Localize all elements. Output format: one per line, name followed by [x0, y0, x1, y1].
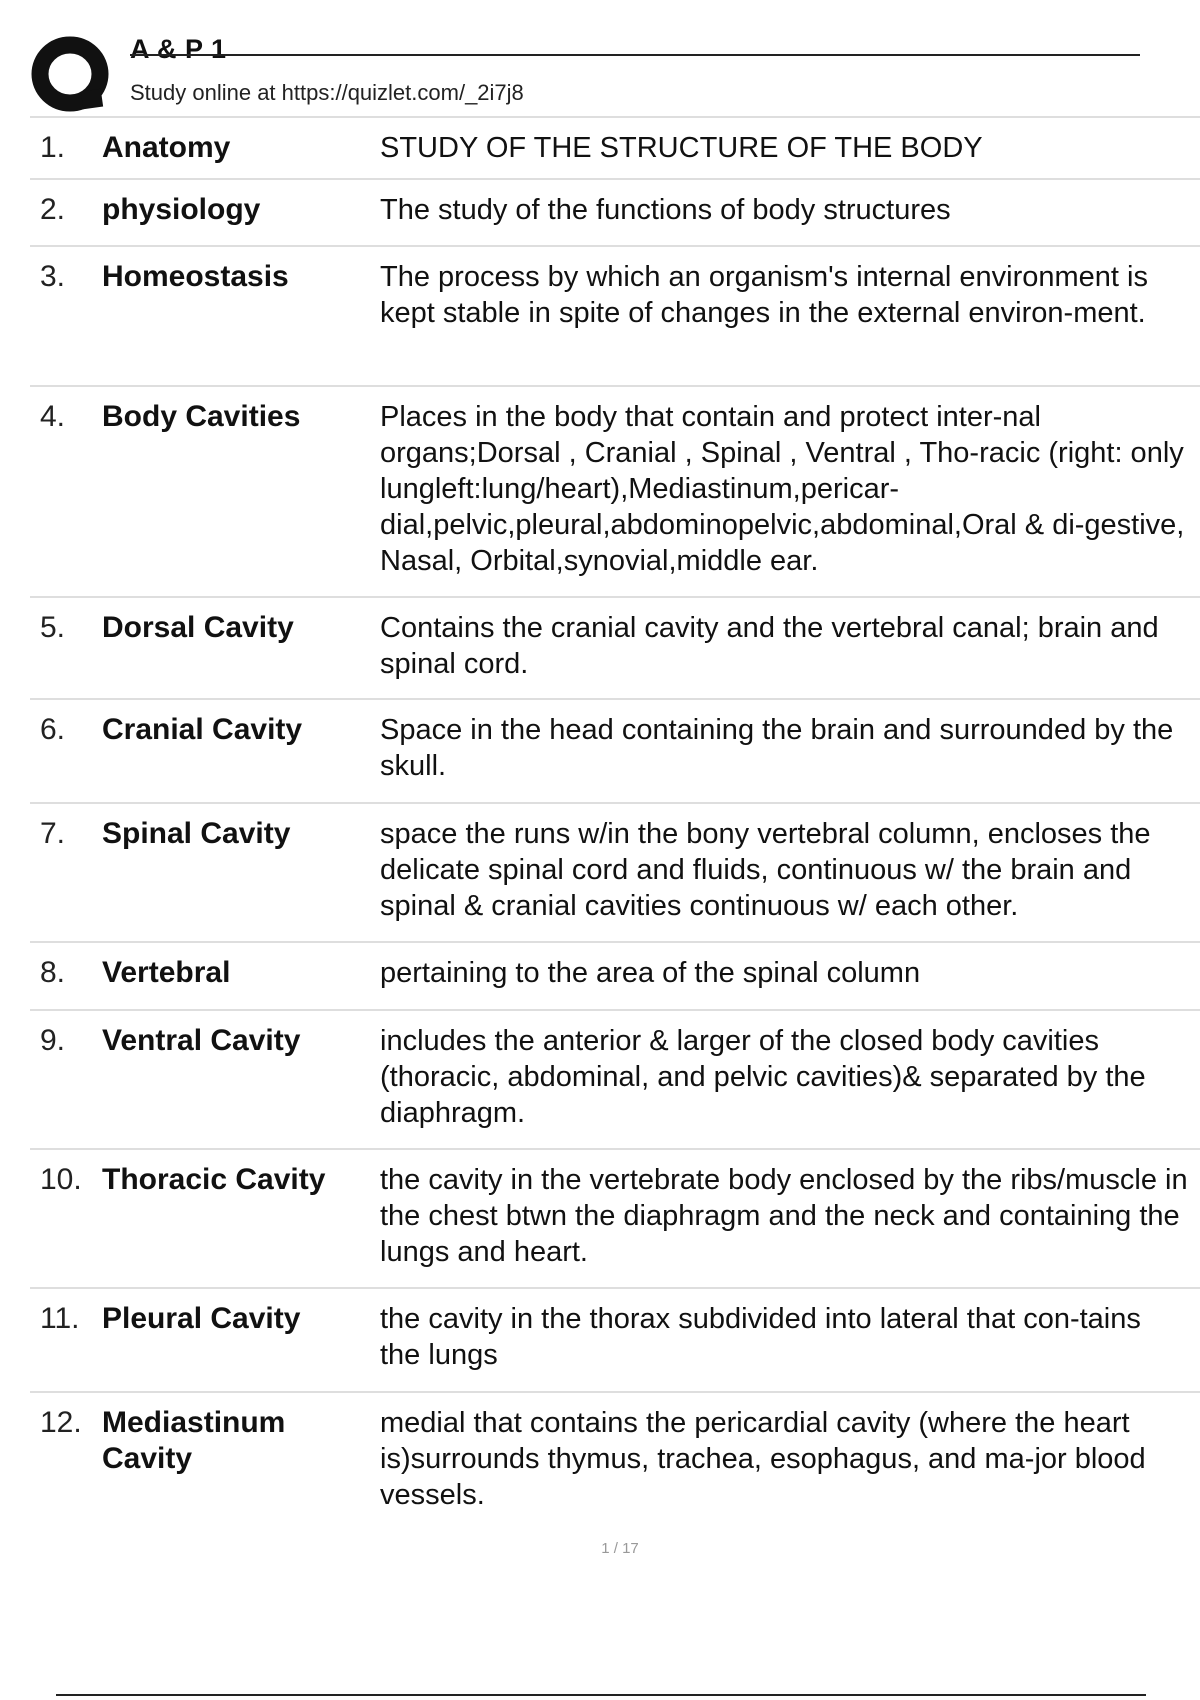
flashcard-row	[30, 116, 1200, 178]
flashcard-row	[30, 1287, 1200, 1391]
card-term: Thoracic Cavity	[102, 1163, 326, 1196]
bottom-rule	[56, 1694, 1146, 1696]
set-title: A & P 1	[130, 34, 227, 64]
card-term: Mediastinum Cavity	[102, 1406, 286, 1475]
document-header	[30, 30, 1140, 110]
card-term: physiology	[102, 193, 261, 226]
flashcard-row	[30, 1148, 1200, 1287]
card-term: Dorsal Cavity	[102, 611, 294, 644]
card-number: 2.	[40, 193, 66, 226]
card-term: Anatomy	[102, 131, 231, 164]
card-term: Pleural Cavity	[102, 1302, 301, 1335]
flashcard-row	[30, 385, 1200, 596]
card-definition: The study of the functions of body structures	[380, 194, 951, 226]
study-online-link[interactable]: Study online at https://quizlet.com/_2i7j8	[130, 80, 524, 105]
card-number: 5.	[40, 611, 66, 644]
card-definition: the cavity in the thorax subdivided into lateral that con-tains the lungs	[380, 1303, 1141, 1371]
flashcard-row	[30, 1391, 1200, 1531]
card-definition: Contains the cranial cavity and the vertebral canal; brain and spinal cord.	[380, 612, 1159, 680]
card-term: Vertebral	[102, 956, 231, 989]
card-definition: medial that contains the pericardial cavity (where the heart is)surrounds thymus, trachea, esophagus, and ma-jor blood vessels.	[380, 1407, 1146, 1511]
card-number: 3.	[40, 260, 66, 293]
card-number: 6.	[40, 713, 66, 746]
card-number: 12.	[40, 1406, 82, 1439]
card-definition: Places in the body that contain and protect inter-nal organs;Dorsal , Cranial , Spinal , Ventral , Tho-racic (right: only lungleft:lung/heart),Mediastinum,pericar-dial,pelvic,pleural,abdominopelvic,abdominal,Oral & di-gestive, Nasal, Orbital,synovial,middle ear.	[380, 401, 1185, 577]
flashcard-list	[30, 116, 1200, 1531]
card-number: 9.	[40, 1024, 66, 1057]
card-number: 8.	[40, 956, 66, 989]
card-term: Ventral Cavity	[102, 1024, 301, 1057]
flashcard-row	[30, 245, 1200, 385]
card-definition: includes the anterior & larger of the closed body cavities (thoracic, abdominal, and pelvic cavities)& separated by the diaphragm.	[380, 1025, 1146, 1129]
flashcard-row	[30, 596, 1200, 698]
title-rule	[130, 54, 1140, 56]
card-definition: space the runs w/in the bony vertebral column, encloses the delicate spinal cord and fluids, continuous w/ the brain and spinal & cranial cavities continuous w/ each other.	[380, 818, 1151, 922]
card-definition: pertaining to the area of the spinal column	[380, 957, 921, 989]
card-term: Spinal Cavity	[102, 817, 291, 850]
card-number: 4.	[40, 400, 66, 433]
flashcard-row	[30, 698, 1200, 802]
quizlet-q-logo-icon	[30, 34, 140, 118]
card-definition: the cavity in the vertebrate body enclosed by the ribs/muscle in the chest btwn the diaphragm and the neck and containing the lungs and heart.	[380, 1164, 1188, 1268]
flashcard-row	[30, 178, 1200, 245]
card-number: 7.	[40, 817, 66, 850]
card-definition: STUDY OF THE STRUCTURE OF THE BODY	[380, 132, 983, 164]
flashcard-row	[30, 1009, 1200, 1148]
card-definition: Space in the head containing the brain and surrounded by the skull.	[380, 714, 1174, 782]
card-term: Cranial Cavity	[102, 713, 303, 746]
card-definition: The process by which an organism's internal environment is kept stable in spite of changes in the external environ-ment.	[380, 261, 1148, 329]
flashcard-row	[30, 941, 1200, 1009]
card-number: 1.	[40, 131, 66, 164]
card-number: 11.	[40, 1302, 80, 1335]
card-term: Body Cavities	[102, 400, 301, 433]
card-number: 10.	[40, 1163, 82, 1196]
flashcard-row	[30, 802, 1200, 941]
card-term: Homeostasis	[102, 260, 289, 293]
page-number: 1 / 17	[601, 1540, 639, 1557]
